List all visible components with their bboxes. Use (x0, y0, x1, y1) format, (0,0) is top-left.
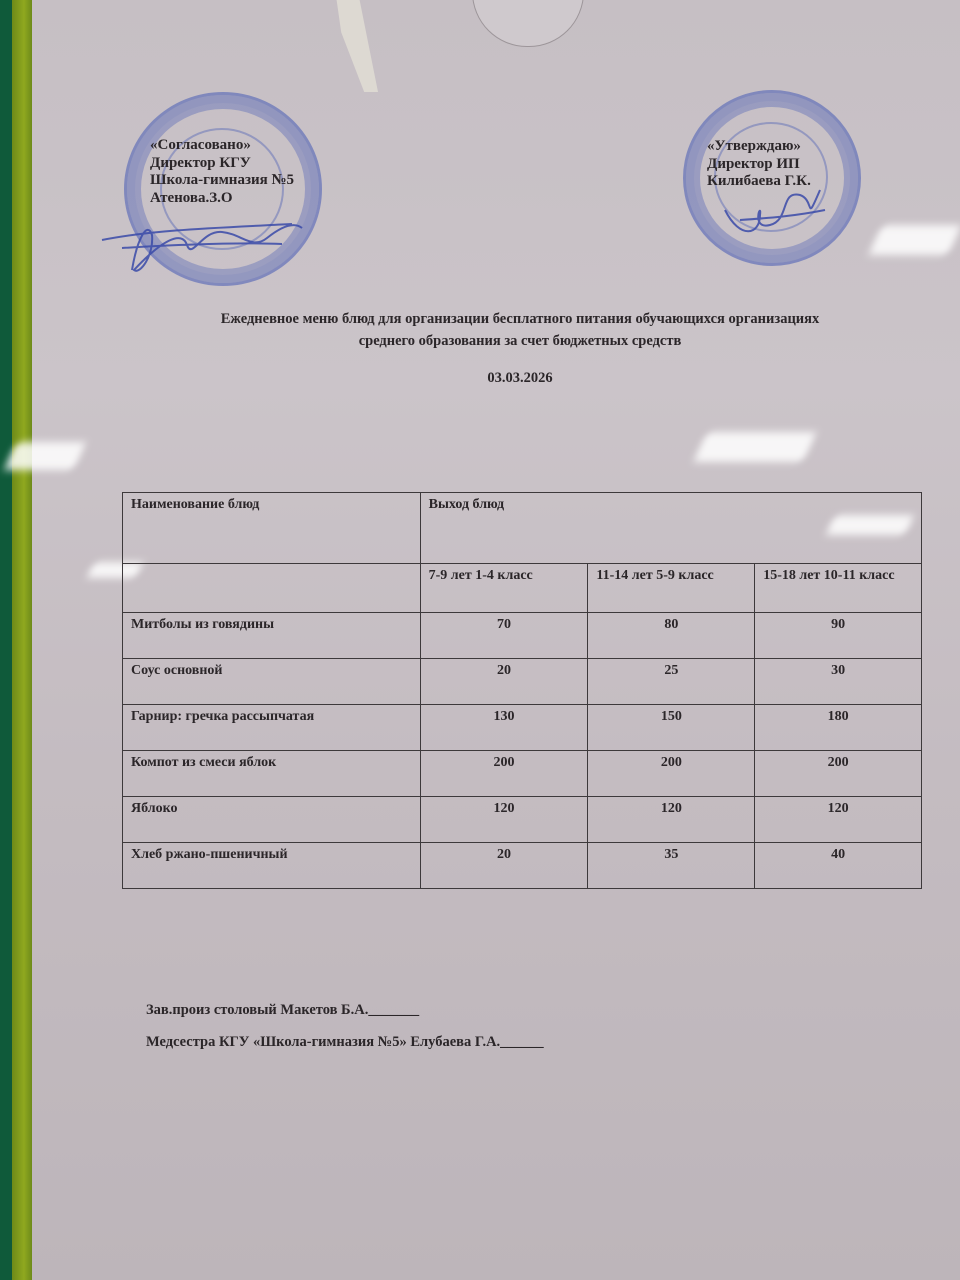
approval-left-line3: Школа-гимназия №5 (150, 172, 295, 188)
title-line2: среднего образования за счет бюджетных средств (358, 333, 682, 349)
glare (693, 432, 817, 462)
portion-value: 200 (755, 751, 922, 797)
subheader-empty (123, 564, 421, 613)
approval-right-line1: «Утверждаю» (707, 138, 801, 154)
footer-line-kitchen-head: Зав.произ столовый Макетов Б.А._______ (146, 1002, 420, 1018)
dish-name: Гарнир: гречка рассыпчатая (123, 705, 421, 751)
table-subheader-row (123, 564, 922, 613)
glare (3, 442, 86, 470)
portion-value: 120 (755, 797, 922, 843)
table-row (123, 751, 922, 797)
table-header-row (123, 493, 922, 564)
table-row (123, 705, 922, 751)
binder-edge-lime (12, 0, 32, 1280)
portion-value: 20 (420, 843, 588, 889)
portion-value: 180 (755, 705, 922, 751)
document-date: 03.03.2026 (487, 370, 553, 386)
dish-name: Митболы из говядины (123, 613, 421, 659)
portion-value: 120 (420, 797, 588, 843)
document-title (140, 308, 900, 352)
signature-right-icon (720, 180, 830, 250)
approval-right-line3: Килибаева Г.К. (707, 173, 811, 189)
dish-name: Компот из смеси яблок (123, 751, 421, 797)
dish-name: Яблоко (123, 797, 421, 843)
dish-name: Хлеб ржано-пшеничный (123, 843, 421, 889)
approval-left-line1: «Согласовано» (150, 137, 251, 153)
glare (868, 225, 960, 255)
clip-icon (332, 0, 378, 92)
approval-left-line2: Директор КГУ (150, 154, 251, 171)
approval-left-line4: Атенова.З.О (150, 189, 233, 206)
menu-table (122, 492, 922, 889)
table-row (123, 659, 922, 705)
portion-value: 25 (588, 659, 755, 705)
portion-value: 200 (420, 751, 588, 797)
punch-hole (472, 0, 584, 47)
approval-right (707, 138, 811, 191)
column-header: 7-9 лет 1-4 класс (420, 564, 588, 613)
portion-value: 40 (755, 843, 922, 889)
portion-value: 200 (588, 751, 755, 797)
header-dish-name: Наименование блюд (123, 493, 421, 564)
column-header: 11-14 лет 5-9 класс (588, 564, 755, 613)
approval-right-line2: Директор ИП (707, 155, 800, 172)
footer-line-nurse: Медсестра КГУ «Школа-гимназия №5» Елубаева Г.А.______ (146, 1034, 544, 1050)
portion-value: 150 (588, 705, 755, 751)
portion-value: 30 (755, 659, 922, 705)
portion-value: 130 (420, 705, 588, 751)
portion-value: 70 (420, 613, 588, 659)
table-row (123, 797, 922, 843)
dish-name: Соус основной (123, 659, 421, 705)
portion-value: 90 (755, 613, 922, 659)
approval-left (150, 137, 294, 207)
column-header: 15-18 лет 10-11 класс (755, 564, 922, 613)
signature-left-icon (92, 200, 312, 285)
header-output: Выход блюд (420, 493, 921, 564)
portion-value: 20 (420, 659, 588, 705)
binder-edge-dark (0, 0, 12, 1280)
portion-value: 120 (588, 797, 755, 843)
title-line1: Ежедневное меню блюд для организации бесплатного питания обучающихся организациях (220, 311, 820, 327)
table-row (123, 843, 922, 889)
portion-value: 35 (588, 843, 755, 889)
table-row (123, 613, 922, 659)
portion-value: 80 (588, 613, 755, 659)
